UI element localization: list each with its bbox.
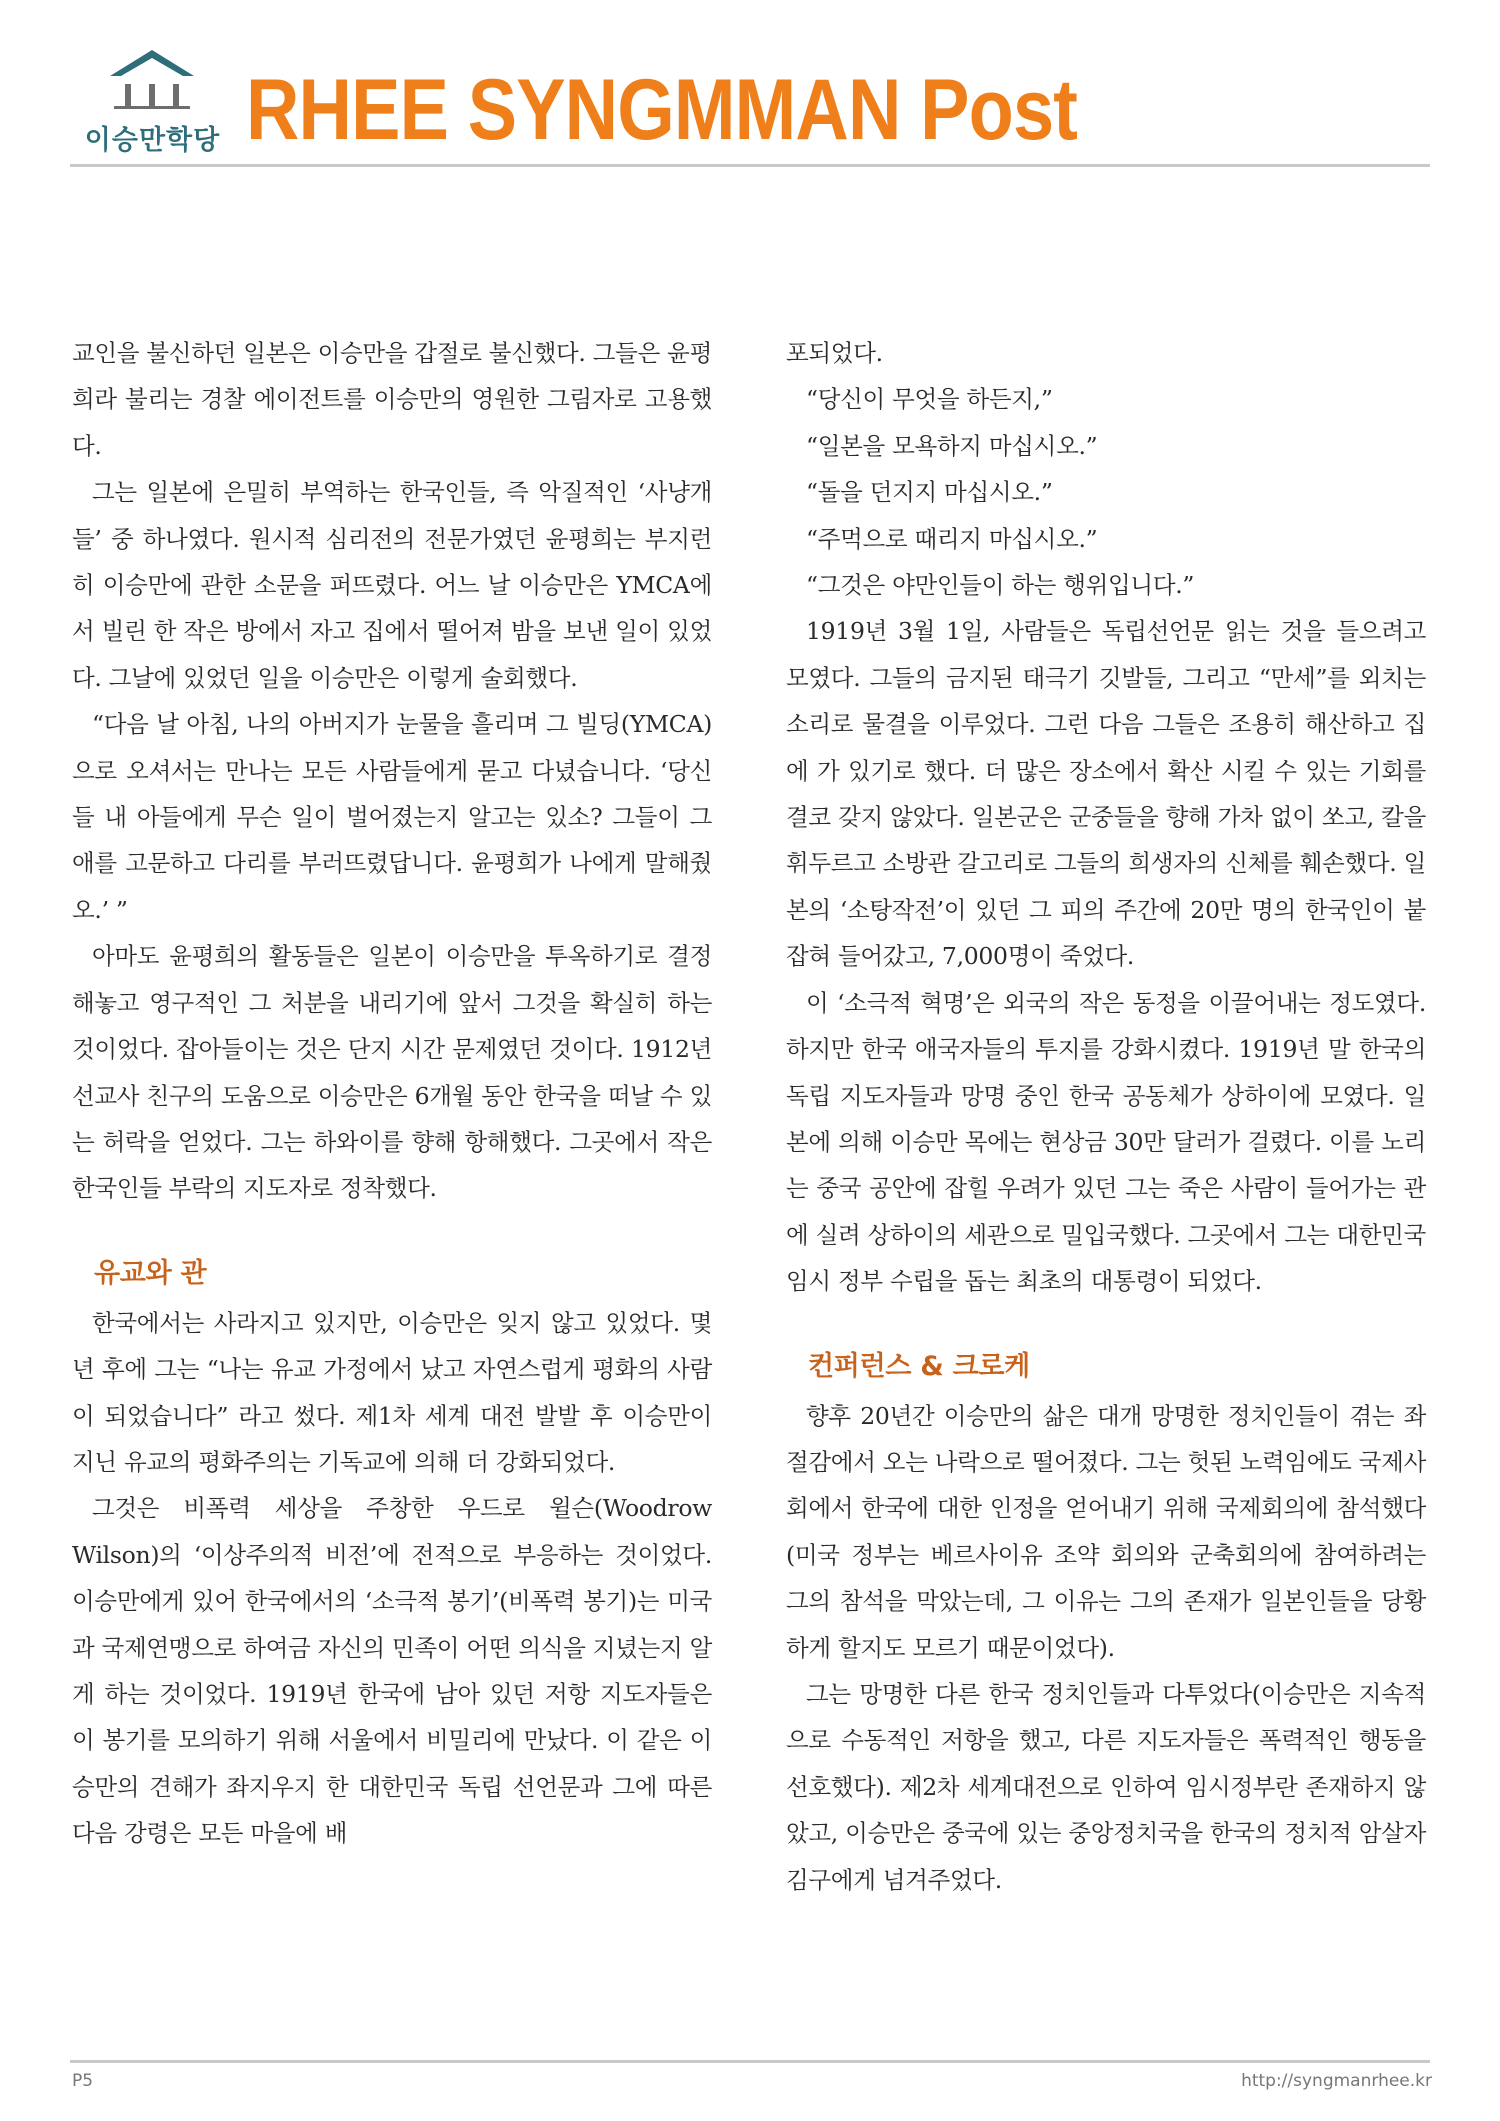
paragraph: 이 ‘소극적 혁명’은 외국의 작은 동정을 이끌어내는 정도였다. 하지만 한국 애국자들의 투지를 강화시켰다. 1919년 말 한국의 독립 지도자들과 망명 중인 한국 공동체가 상하이에 모였다. 일본에 의해 이승만 목에는 현상금 30만 달러가 걸렸다. 이를 노리는 중국 공안에 잡힐 우려가 있던 그는 죽은 사람이 들어가는 관에 실려 상하이의 세관으로 밀입국했다. 그곳에서 그는 대한민국 임시 정부 수립을 돕는 최초의 대통령이 되었다. (786, 988, 1426, 1296)
quote-line: “당신이 무엇을 하든지,” (806, 385, 1053, 414)
paragraph: 그는 일본에 은밀히 부역하는 한국인들, 즉 악질적인 ‘사냥개들’ 중 하나였다. 원시적 심리전의 전문가였던 윤평희는 부지런히 이승만에 관한 소문을 퍼뜨렸다. 어느 날 이승만은 YMCA에서 빌린 한 작은 방에서 자고 집에서 떨어져 밤을 보낸 일이 있었다. 그날에 있었던 일을 이승만은 이렇게 술회했다. (72, 478, 712, 692)
paragraph: 향후 20년간 이승만의 삶은 대개 망명한 정치인들이 겪는 좌절감에서 오는 나락으로 떨어졌다. 그는 헛된 노력임에도 국제사회에서 한국에 대한 인정을 얻어내기 위해 국제회의에 참석했다(미국 정부는 베르사이유 조약 회의와 군축회의에 참여하려는 그의 참석을 막았는데, 그 이유는 그의 존재가 일본인들을 당황하게 할지도 모르기 때문이었다). (786, 1401, 1426, 1662)
section-heading: 유교와 관 (94, 1257, 207, 1289)
header-divider (70, 164, 1430, 167)
page-number: P5 (72, 2071, 94, 2091)
paragraph: 포되었다. (786, 339, 883, 367)
paragraph: “다음 날 아침, 나의 아버지가 눈물을 흘리며 그 빌딩(YMCA)으로 오셔서는 만나는 모든 사람들에게 묻고 다녔습니다. ‘당신들 내 아들에게 무슨 일이 벌어졌는지 알고는 있소? 그들이 그 애를 고문하고 다리를 부러뜨렸답니다. 윤평희가 나에게 말해줬오.’ ” (72, 710, 712, 924)
right-column (786, 330, 1426, 1903)
quote-line: “주먹으로 때리지 마십시오.” (806, 524, 1098, 553)
left-column (72, 330, 712, 1857)
paragraph: 1919년 3월 1일, 사람들은 독립선언문 읽는 것을 들으려고 모였다. 그들의 금지된 태극기 깃발들, 그리고 “만세”를 외치는 소리로 물결을 이루었다. 그런 다음 그들은 조용히 해산하고 집에 가 있기로 했다. 더 많은 장소에서 확산 시킬 수 있는 기회를 결코 갖지 않았다. 일본군은 군중들을 향해 가차 없이 쏘고, 칼을 휘두르고 소방관 갈고리로 그들의 희생자의 신체를 훼손했다. 일본의 ‘소탕작전’이 있던 그 피의 주간에 20만 명의 한국인이 붙잡혀 들어갔고, 7,000명이 죽었다. (786, 617, 1426, 971)
page-header (70, 44, 1430, 164)
logo-text: 이승만학당 (84, 125, 221, 156)
section-heading: 컨퍼런스 & 크로케 (808, 1350, 1030, 1382)
logo (70, 44, 235, 154)
paragraph: 그것은 비폭력 세상을 주창한 우드로 윌슨(Woodrow Wilson)의 ‘이상주의적 비전’에 전적으로 부응하는 것이었다. 이승만에게 있어 한국에서의 ‘소극적 봉기’(비폭력 봉기)는 미국과 국제연맹으로 하여금 자신의 민족이 어떤 의식을 지녔는지 알게 하는 것이었다. 1919년 한국에 남아 있던 저항 지도자들은 이 봉기를 모의하기 위해 서울에서 비밀리에 만났다. 이 같은 이승만의 견해가 좌지우지 한 대한민국 독립 선언문과 그에 따른 다음 강령은 모든 마을에 배 (72, 1494, 712, 1848)
house-logo-icon (70, 44, 235, 124)
paragraph: 아마도 윤평희의 활동들은 일본이 이승만을 투옥하기로 결정해놓고 영구적인 그 처분을 내리기에 앞서 그것을 확실히 하는 것이었다. 잡아들이는 것은 단지 시간 문제였던 것이다. 1912년 선교사 친구의 도움으로 이승만은 6개월 동안 한국을 떠날 수 있는 허락을 얻었다. 그는 하와이를 향해 항해했다. 그곳에서 작은 한국인들 부락의 지도자로 정착했다. (72, 942, 712, 1203)
paragraph: 교인을 불신하던 일본은 이승만을 갑절로 불신했다. 그들은 윤평희라 불리는 경찰 에이전트를 이승만의 영원한 그림자로 고용했다. (72, 339, 712, 460)
quote-line: “일본을 모욕하지 마십시오.” (806, 431, 1098, 460)
site-url-link[interactable]: http://syngmanrhee.kr (1241, 2071, 1432, 2091)
footer-divider (70, 2060, 1430, 2063)
paragraph: 한국에서는 사라지고 있지만, 이승만은 잊지 않고 있었다. 몇 년 후에 그는 “나는 유교 가정에서 났고 자연스럽게 평화의 사람이 되었습니다” 라고 썼다. 제1차 세계 대전 발발 후 이승만이 지닌 유교의 평화주의는 기독교에 의해 더 강화되었다. (72, 1308, 712, 1476)
paragraph: 그는 망명한 다른 한국 정치인들과 다투었다(이승만은 지속적으로 수동적인 저항을 했고, 다른 지도자들은 폭력적인 행동을 선호했다). 제2차 세계대전으로 인하여 임시정부란 존재하지 않았고, 이승만은 중국에 있는 중앙정치국을 한국의 정치적 암살자 김구에게 넘겨주었다. (786, 1679, 1426, 1894)
masthead-title: RHEE SYNGMMAN Post (246, 62, 1078, 158)
quote-line: “돌을 던지지 마십시오.” (806, 478, 1053, 507)
quote-line: “그것은 야만인들이 하는 행위입니다.” (806, 571, 1195, 600)
